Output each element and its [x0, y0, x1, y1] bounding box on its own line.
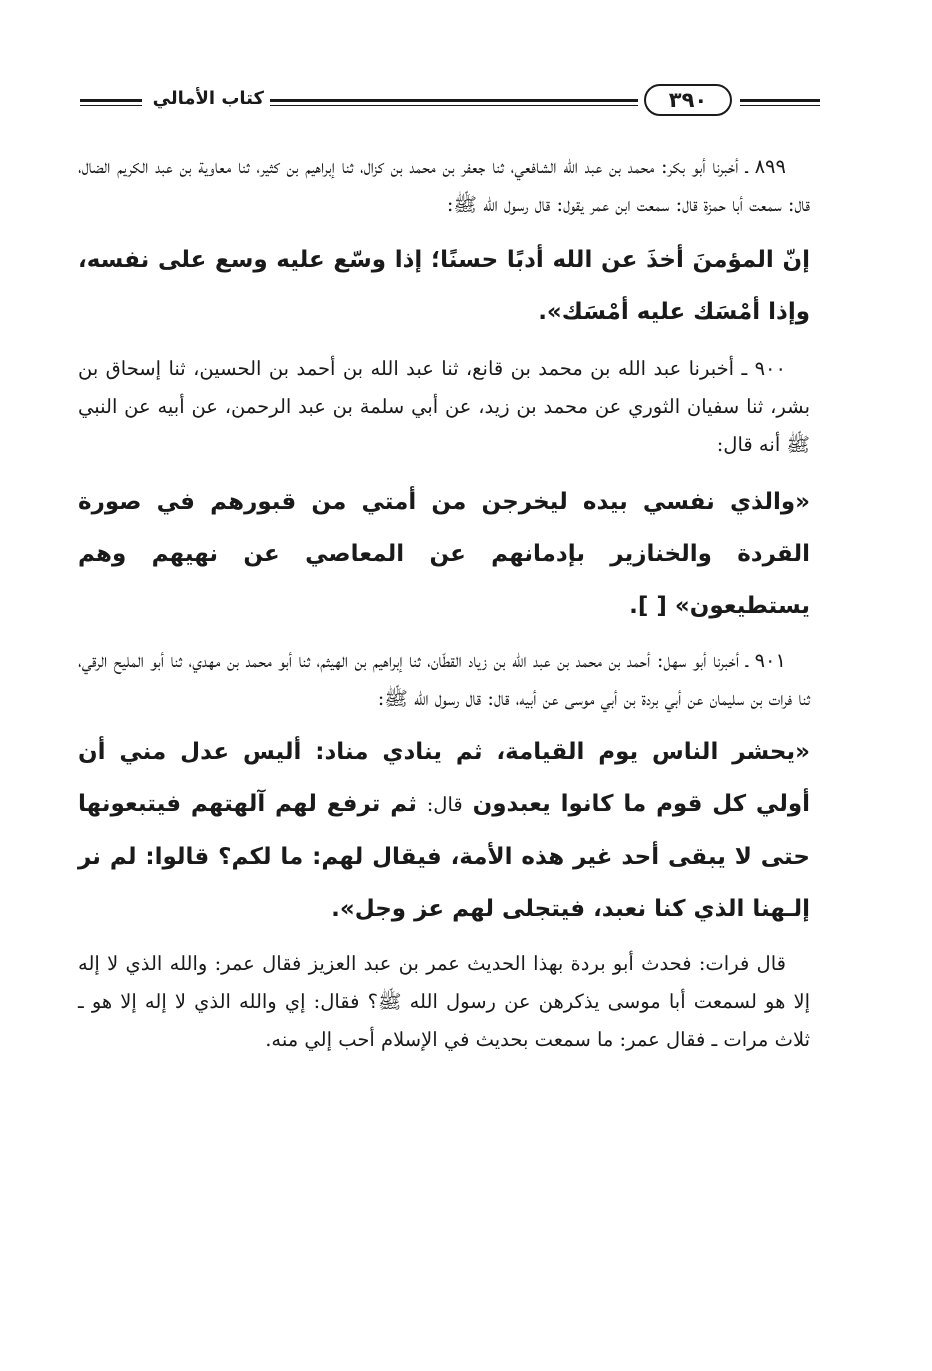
hadith-899-matn: إنّ المؤمنَ أخذَ عن الله أدبًا حسنًا؛ إذا وسّع عليه وسع على نفسه، وإذا أمْسَك عليه أمْسَك».: [78, 247, 810, 325]
header-rule-left: [80, 99, 142, 102]
page-content: [78, 148, 810, 1059]
hadith-901-matn-part1: «يحشر الناس يوم القيامة، ثم ينادي مناد: أليس عدل مني أن أولي كل قوم ما كانوا يعبدون: [78, 739, 811, 817]
hadith-899-isnad: ٨٩٩ ـ أخبرنا أبو بكر: محمد بن عبد الله الشافعي، ثنا جعفر بن محمد بن كزال، ثنا إبراهيم بن كثير، ثنا معاوية بن عبد الكريم الضال، قال: سمعت أبا حمزة قال: سمعت ابن عمر يقول: قال رسول الله ﷺ:: [78, 155, 810, 216]
header-rule-right: [740, 99, 820, 102]
hadith-901-matn-paragraph: [78, 726, 810, 935]
hadith-901-matn-part2: ثم ترفع لهم آلهتهم فيتبعونها حتى لا يبقى أحد غير هذه الأمة، فيقال لهم: ما لكم؟ قالوا: لم نر إلـهنا الذي كنا نعبد، فيتجلى لهم عز وجل».: [78, 791, 810, 922]
hadith-901-qal: قال:: [426, 793, 463, 816]
book-title: كتاب الأمالي: [152, 88, 264, 109]
hadith-900-isnad: ٩٠٠ ـ أخبرنا عبد الله بن محمد بن قانع، ثنا عبد الله بن أحمد بن الحسين، ثنا إسحاق بن بشر، ثنا سفيان الثوري عن محمد بن زيد، عن أبي سلمة بن عبد الرحمن، عن أبيه عن النبي ﷺ أنه قال:: [78, 357, 810, 456]
hadith-900-matn: «والذي نفسي بيده ليخرجن من أمتي من قبورهم في صورة القردة والخنازير بإدمانهم عن المعاصي عن نهيهم وهم يستطيعون»: [78, 489, 810, 619]
page-number-badge: [644, 84, 732, 116]
header-rule-middle: [270, 99, 638, 102]
page-header: [80, 82, 820, 122]
hadith-900-bracket: [ ].: [629, 593, 667, 619]
furat-note: قال فرات: فحدث أبو بردة بهذا الحديث عمر بن عبد العزيز فقال عمر: والله الذي لا إله إلا هو لسمعت أبا موسى يذكرهن عن رسول الله ﷺ؟ فقال: إي والله الذي لا إله إلا هو ـ ثلاث مرات ـ فقال عمر: ما سمعت بحديث في الإسلام أحب إلي منه.: [78, 952, 810, 1051]
hadith-900-matn-paragraph: [78, 476, 810, 632]
hadith-901-isnad: ٩٠١ ـ أخبرنا أبو سهل: أحمد بن محمد بن عبد الله بن زياد القطّان، ثنا إبراهيم بن الهيثم، ثنا أبو محمد بن مهدي، ثنا أبو المليح الرقي، ثنا فرات بن سليمان عن أبي بردة بن أبي موسى عن أبيه، قال: قال رسول الله ﷺ:: [78, 649, 810, 710]
page-number: ٣٩٠: [668, 87, 708, 112]
